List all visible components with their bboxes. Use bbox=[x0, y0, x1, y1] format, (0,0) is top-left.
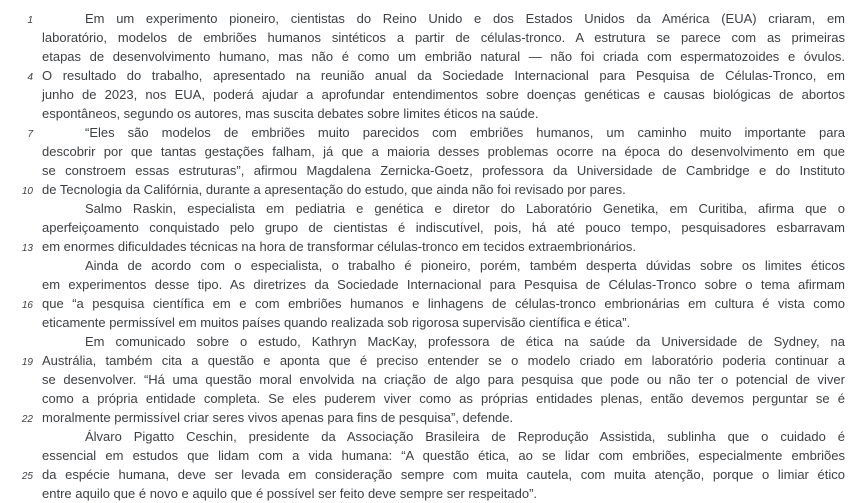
line-text: se constroem essas estruturas”, afirmou Magdalena Zernicka-Goetz, professora da Universidade de Cambridge e do Instituto bbox=[42, 163, 845, 178]
line-number: 25 bbox=[21, 471, 33, 482]
line-text: como a própria entidade completa. Se eles puderem viver como as próprias entidades plenas, então devemos perguntar se é bbox=[42, 391, 845, 406]
document-body bbox=[0, 9, 845, 503]
text-line bbox=[0, 180, 845, 199]
line-number: 1 bbox=[27, 15, 33, 26]
text-line bbox=[0, 294, 845, 313]
text-line bbox=[0, 389, 845, 408]
line-text: em enormes dificuldades técnicas na hora de transformar células-tronco em tecidos extraembrionários. bbox=[42, 239, 636, 254]
line-text: espontâneos, segundo os autores, mas suscita debates sobre limites éticos na saúde. bbox=[42, 106, 539, 121]
line-number: 10 bbox=[21, 186, 33, 197]
line-text: Ainda de acordo com o especialista, o trabalho é pioneiro, porém, também desperta dúvidas sobre os limites éticos bbox=[85, 258, 845, 273]
text-line bbox=[0, 199, 845, 218]
line-text: aperfeiçoamento conquistado pelo grupo de cientistas é indiscutível, pois, há até pouco tempo, pesquisadores esbarravam bbox=[42, 220, 845, 235]
line-text: que “a pesquisa científica em e com embriões humanos e linhagens de células-tronco embrionárias em cultura é vista como bbox=[42, 296, 845, 311]
text-line bbox=[0, 85, 845, 104]
text-line bbox=[0, 446, 845, 465]
line-number: 19 bbox=[21, 357, 33, 368]
line-text: se desenvolver. “Há uma questão moral envolvida na criação de algo para pesquisa que pode ou não ter o potencial de viver bbox=[42, 372, 845, 387]
text-line bbox=[0, 465, 845, 484]
line-text: Álvaro Pigatto Ceschin, presidente da Associação Brasileira de Reprodução Assistida, sublinha que o cuidado é bbox=[85, 429, 845, 444]
line-text: Salmo Raskin, especialista em pediatria e genética e diretor do Laboratório Genetika, em Curitiba, afirma que o bbox=[85, 201, 845, 216]
line-text: Em um experimento pioneiro, cientistas do Reino Unido e dos Estados Unidos da América (EUA) criaram, em bbox=[85, 11, 845, 26]
text-line bbox=[0, 351, 845, 370]
line-number: 16 bbox=[21, 300, 33, 311]
line-text: de Tecnologia da Califórnia, durante a apresentação do estudo, que ainda não foi revisado por pares. bbox=[42, 182, 626, 197]
text-line bbox=[0, 370, 845, 389]
line-text: Austrália, também cita a questão e aponta que é preciso entender se o modelo criado em laboratório poderia continuar a bbox=[42, 353, 845, 368]
text-line bbox=[0, 104, 845, 123]
line-text: laboratório, modelos de embriões humanos sintéticos a partir de células-tronco. A estrutura se parece com as primeiras bbox=[42, 30, 845, 45]
line-number: 4 bbox=[27, 72, 33, 83]
text-line bbox=[0, 142, 845, 161]
text-line bbox=[0, 218, 845, 237]
text-line bbox=[0, 161, 845, 180]
line-number: 13 bbox=[21, 243, 33, 254]
line-text: em experimentos desse tipo. As diretrizes da Sociedade Internacional para Pesquisa de Células-Tronco sobre o tema afirmam bbox=[42, 277, 845, 292]
text-line bbox=[0, 427, 845, 446]
text-line bbox=[0, 484, 845, 503]
text-line bbox=[0, 28, 845, 47]
text-line bbox=[0, 275, 845, 294]
line-number: 22 bbox=[21, 414, 33, 425]
line-number: 7 bbox=[27, 129, 33, 140]
text-line bbox=[0, 332, 845, 351]
line-text: entre aquilo que é novo e aquilo que é possível ser feito deve sempre ser respeitado”. bbox=[42, 486, 538, 501]
line-text: Em comunicado sobre o estudo, Kathryn MacKay, professora de ética na saúde da Universidade de Sydney, na bbox=[85, 334, 845, 349]
line-text: descobrir por que tantas gestações falham, já que a maioria desses problemas ocorre na época do desenvolvimento em que bbox=[42, 144, 845, 159]
line-text: da espécie humana, deve ser levada em consideração sempre com muita cautela, com muita atenção, porque o limiar ético bbox=[42, 467, 845, 482]
text-line bbox=[0, 66, 845, 85]
line-text: O resultado do trabalho, apresentado na reunião anual da Sociedade Internacional para Pesquisa de Células-Tronco, em bbox=[42, 68, 845, 83]
text-line bbox=[0, 237, 845, 256]
text-line bbox=[0, 313, 845, 332]
line-text: essencial em estudos que lidam com a vida humana: “A questão ética, ao se lidar com embriões, especialmente embriões bbox=[42, 448, 845, 463]
text-line bbox=[0, 47, 845, 66]
line-text: etapas de desenvolvimento humano, mas não é como um embrião natural — não foi criada com espermatozoides e óvulos. bbox=[42, 49, 845, 64]
text-line bbox=[0, 408, 845, 427]
line-text: eticamente permissível em muitos países quando realizada sob rigorosa supervisão científica e ética”. bbox=[42, 315, 631, 330]
text-line bbox=[0, 256, 845, 275]
line-text: “Eles são modelos de embriões muito parecidos com embriões humanos, um caminho muito importante para bbox=[85, 125, 845, 140]
line-text: junho de 2023, nos EUA, poderá ajudar a aprofundar entendimentos sobre doenças genéticas e causas biológicas de abortos bbox=[42, 87, 845, 102]
line-text: moralmente permissível criar seres vivos apenas para fins de pesquisa”, defende. bbox=[42, 410, 514, 425]
text-line bbox=[0, 9, 845, 28]
text-line bbox=[0, 123, 845, 142]
